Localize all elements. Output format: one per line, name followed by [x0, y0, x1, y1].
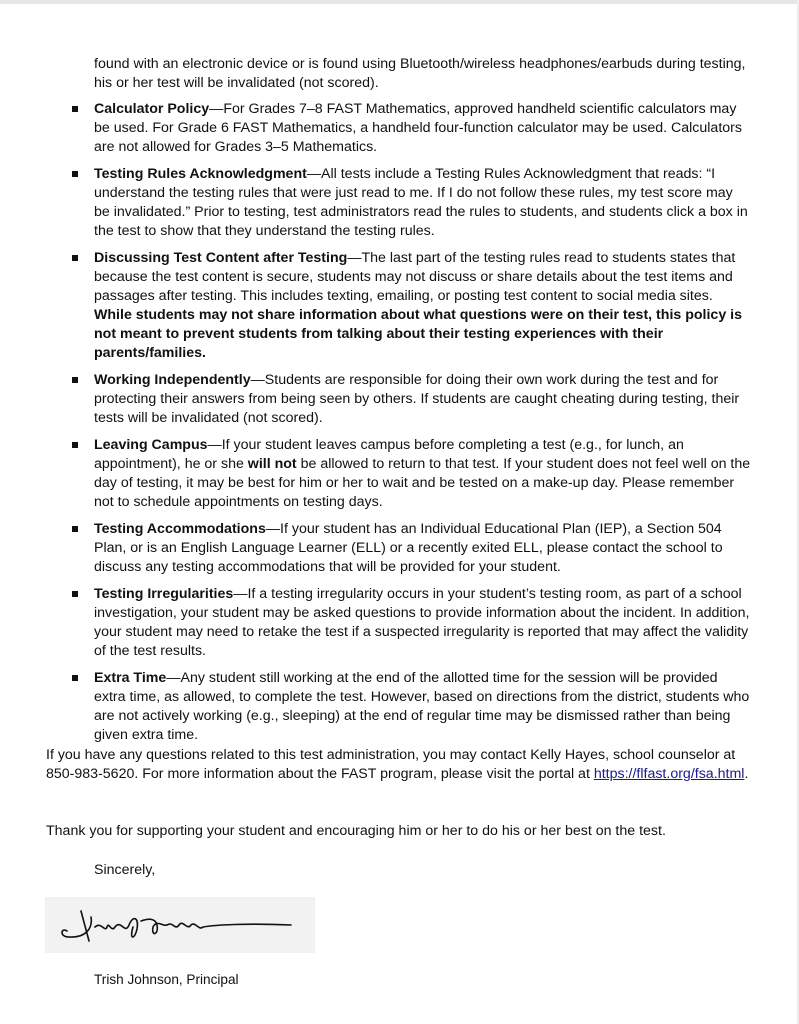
policy-text: —If your student leaves campus before completing a test (e.g., for lunch, an appointment), he or she	[94, 437, 684, 472]
policy-text: —For Grades 7–8 FAST Mathematics, approved handheld scientific calculators may be used. For Grade 6 FAST Mathematics, a handheld four-function calculator may be used. Calculators are not allowed for Grades 3–5 Mathematics.	[94, 101, 742, 155]
thanks-paragraph: Thank you for supporting your student and encouraging him or her to do his or her best on the test.	[46, 823, 666, 839]
policy-text: —If a testing irregularity occurs in your student’s testing room, as part of a school investigation, your student may be asked questions to provide information about the incident. In addition, your student may need to retake the test if a suspected irregularity is reported that may affect the validity of the test results.	[94, 586, 750, 659]
policy-item-testing-rules	[72, 165, 752, 241]
contact-text: If you have any questions related to this test administration, you may contact Kelly Hayes, school counselor at 850-983-5620. For more information about the FAST program, please visit the portal at	[46, 747, 736, 782]
policy-title: Testing Rules Acknowledgment	[94, 166, 307, 182]
policy-title: Testing Accommodations	[94, 521, 266, 537]
policy-text: be allowed to return to that test. If your student does not feel well on the day of testing, it may be best for him or her to wait and be tested on a make-up day. Please remember not to schedule appointments on testing days.	[94, 456, 751, 510]
policy-item-leaving-campus	[72, 436, 752, 512]
policy-emphasis: will not	[247, 456, 297, 472]
policy-item-discussing-content	[72, 249, 752, 363]
policy-title: Working Independently	[94, 372, 251, 388]
fast-portal-link[interactable]: https://flfast.org/fsa.html	[593, 766, 745, 782]
policy-item-calculator	[72, 100, 752, 157]
signature-image	[45, 897, 315, 953]
policy-text: —All tests include a Testing Rules Acknowledgment that reads: “I understand the testing rules that were just read to me. If I do not follow these rules, my test score may be invalidated.” Prior to testing, test administrators read the rules to students, and students click a box in the test to show that they understand the testing rules.	[94, 166, 748, 239]
policy-item-accommodations	[72, 520, 752, 577]
policy-title: Testing Irregularities	[94, 586, 234, 602]
intro-continuation: found with an electronic device or is found using Bluetooth/wireless headphones/earbuds during testing, his or her test will be invalidated (not scored).	[94, 56, 746, 91]
policy-text: —The last part of the testing rules read to students states that because the test content is secure, students may not discuss or share details about the test items and passages after testing. This includes texting, emailing, or posting test content to social media sites.	[94, 250, 736, 304]
policy-title: Leaving Campus	[94, 437, 208, 453]
contact-after: .	[744, 766, 749, 782]
policy-title: Discussing Test Content after Testing	[94, 250, 348, 266]
closing: Sincerely,	[94, 862, 156, 878]
policy-list	[72, 100, 752, 753]
policy-item-working-independently	[72, 371, 752, 428]
policy-item-extra-time	[72, 669, 752, 745]
handwritten-signature	[45, 897, 315, 953]
policy-item-irregularities	[72, 585, 752, 661]
policy-text: —If your student has an Individual Educational Plan (IEP), a Section 504 Plan, or is an English Language Learner (ELL) or a recently exited ELL, please contact the school to discuss any testing accommodations that will be provided for your student.	[94, 521, 723, 575]
contact-paragraph	[46, 746, 762, 784]
policy-bold-note: While students may not share information about what questions were on their test, this policy is not meant to prevent students from talking about their testing experiences with their parents/families.	[94, 307, 742, 361]
policy-text: —Any student still working at the end of the allotted time for the session will be provided extra time, as allowed, to complete the test. However, based on directions from the district, students who are not actively working (e.g., sleeping) at the end of regular time may be dismissed rather than being given extra time.	[94, 670, 750, 743]
policy-title: Calculator Policy	[94, 101, 210, 117]
signer-name: Trish Johnson, Principal	[94, 972, 239, 987]
policy-text: —Students are responsible for doing their own work during the test and for protecting their answers from being seen by others. If students are caught cheating during testing, their tests will be invalidated (not scored).	[94, 372, 740, 426]
policy-title: Extra Time	[94, 670, 167, 686]
